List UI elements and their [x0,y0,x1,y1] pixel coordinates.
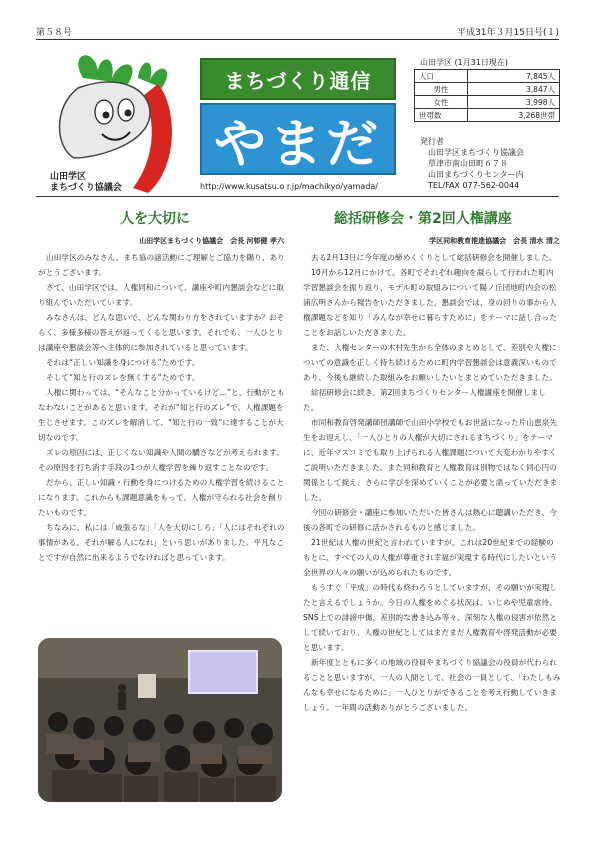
population-label: 男性 [415,83,468,96]
logo-line2: まちづくり協議会 [50,183,122,193]
population-caption: 山田学区 (1月31日現在) [420,58,509,67]
logo-line1: 山田学区 [50,172,87,182]
issuer-line2: 草津市南山田町６７８ [428,159,508,168]
paragraph: そして“知と行のズレを無くする”ためです。 [46,373,200,382]
logo-caption [50,172,122,194]
population-table [414,69,560,122]
left-headline: 人を大切に [120,211,190,227]
paragraph: 今回の研修会・講座に参加いただいた皆さんは熱心に聴講いただき、今後の各町での研修に活かされるものと感じました。 [303,508,557,532]
header-rule [36,39,559,40]
population-label: 人口 [415,70,468,83]
section-divider [36,196,559,197]
issuer-block [420,136,524,191]
issue-number: 第５８号 [36,28,73,38]
paragraph: 総括研修会に続き、第2回まちづくりセンター人権講座を開催しました。 [303,388,547,412]
issuer-line1: 山田学区まちづくり協議会 [428,148,524,157]
paragraph: 市同和教育啓発講師団講師で山田小学校でもお世話になった片山恵泉先生をお迎えし、「一人ひとりの人権が大切にされるまちづくり」をテーマに、近年マスコミでも取り上げられる人権課題について大変わかりやすくご説明いただきました。また同和教育と人権教育は別物ではなく同心円の関係として捉え、さらに学びを深めていくことが必要と語っていただきました。 [303,418,558,502]
paragraph: ちなみに、私には「威張るな」「人を大切にしろ」「人にはそれぞれの事情がある。それが解る人になれ」という思いがありました。平凡なことですが自然に出来るようでなければと思っています。 [38,523,285,562]
issuer-line3: 山田まちづくりセンター内 [428,170,524,179]
population-value: 3,268世帯 [468,109,560,122]
paragraph: また、人権センターの木村先生から全体のまとめとして、差別や人権についての意識を正しく持ち続けるために町内学習懇談会は意義深いものであり、今後も継続した取組みをお願いしたいとまとめていただきました。 [303,343,557,382]
right-byline: 学区同和教育推進協議会 会長 清水 清之 [429,237,560,245]
paragraph: 人権に関わっては、“そんなこと分かっているけど…”と、行動がともなわないことがあると思います。それが“知と行のズレ”で、人権課題を生じさせます。このズレを解消して、“知と行の一致”に達することが大切なのです。 [38,388,285,442]
website-link[interactable]: http://www.kusatsu.o r.jp/machikyo/yamada/ [200,182,378,191]
paragraph: ズレの原因には、正しくない知識や人間の驕さなどが考えられます。その原因を打ち消す手段の1つが人権学習を繰り返すことなのです。 [38,448,284,472]
seminar-photo [38,638,282,802]
population-value: 3,998人 [468,96,560,109]
left-byline: 山田学区まちづくり協議会 会長 河邨健 孝六 [139,237,284,245]
issuer-title: 発行者 [420,137,444,146]
table-row [415,96,560,109]
table-row [415,83,560,96]
right-headline: 総括研修会・第2回人権講座 [334,211,512,227]
paragraph: 21世紀は人権の世紀と言われていますが、これは20世紀までの経験のもとに、すべての人の人権が尊重され幸福が実現する時代にしたいという全世界の人々の願いが込められたものです。 [303,538,557,577]
issuer-line4: TEL/FAX 077-562-0044 [428,181,520,190]
table-row [415,70,560,83]
paragraph: もうすぐ「平成」の時代も終わろうとしていますが、その願いが実現したと言えるでしょうか。今日の人権をめぐる状況は、いじめや児童虐待、SNS上での誹謗中傷、差別的な書き込み等々、深刻な人権の侵害が依然として続いており、人権の世紀としてはまだまだ人権教育や啓発活動が必要と思います。 [303,583,558,652]
issue-date: 平成31年３月15日号(１) [457,28,559,38]
paragraph: だから、正しい知識・行動を身につけるための人権学習を続けることになります。これからも課題意識をもって、人権が守られる社会を創りたいものです。 [38,478,285,517]
paragraph: それは“正しい知識を身につける”ためです。 [46,358,200,367]
right-article-body [303,250,561,715]
newsletter-subtitle: まちづくり通信 [200,58,396,100]
paragraph: さて、山田学区では、人権同和について、講座や町内懇談会などに取り組んでいただいています。 [38,283,285,307]
table-row [415,109,560,122]
paragraph: 新年度とともに多くの地域の役員やまちづくり協議会の役員が代わられることと思いますが、一人の人間として、社会の一員として、「わたしもみんなも幸せになるために」一人ひとりができることを考え行動していきましょう。一年間の活動ありがとうございました。 [303,658,561,712]
population-value: 7,845人 [468,70,560,83]
left-article-body [38,250,288,565]
paragraph: 10月から12月にかけて、各町でそれぞれ趣向を凝らして行われた町内学習懇談会を振り返り、モデル町の取組みについて陽ノ丘団地町内会の松浦広明さんから報告をいただきました。懇談会では、身の回りの事から人権課題などを知り「みんなが幸せに暮らすために」をテーマに話し合ったことをお話しいただきました。 [303,268,557,337]
population-value: 3,847人 [468,83,560,96]
newsletter-title: やまだ [200,103,396,175]
population-label: 女性 [415,96,468,109]
population-label: 世帯数 [415,109,468,122]
paragraph: 去る2月13日に今年度の締めくくりとして総括研修会を開催しました。 [311,253,557,262]
paragraph: 山田学区のみなさん、まち協の諸活動にご理解とご協力を賜り、ありがとうございます。 [38,253,285,277]
paragraph: みなさんは、どんな思いで、どんな関わり方をされていますか？おそらく、多様多様の答えが返ってくると思います。それでも、一人ひとりは講座や懇談会等へ主体的に参加されていると思っています。 [38,313,285,352]
